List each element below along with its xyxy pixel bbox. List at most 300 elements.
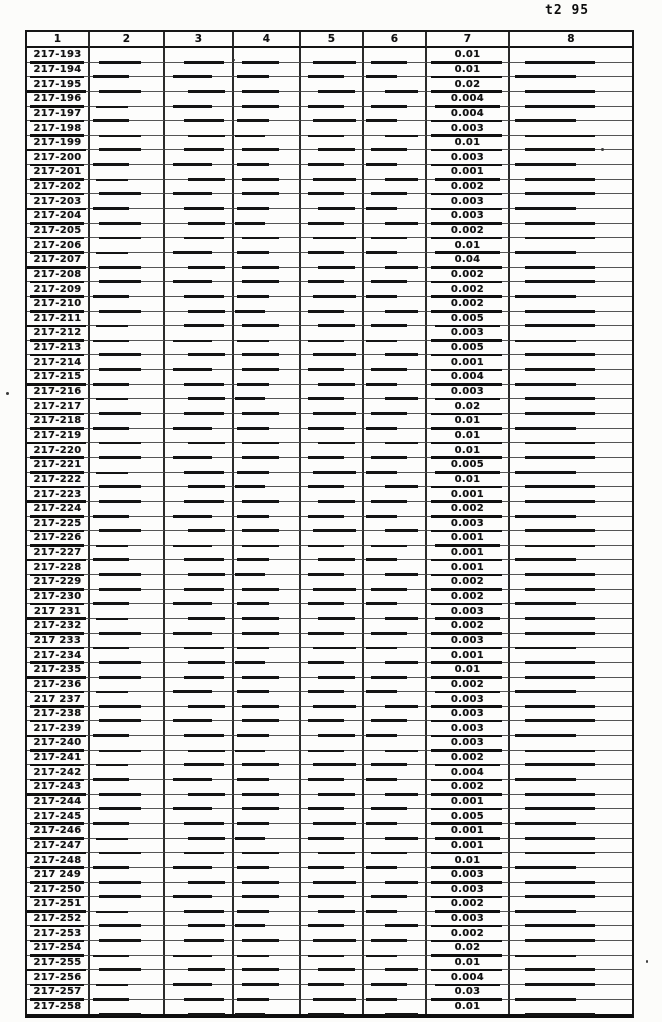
value-cell: 0.02 (427, 399, 510, 414)
empty-cell (234, 663, 301, 678)
empty-cell (234, 107, 301, 122)
table-row (27, 282, 632, 297)
value-cell: 0.003 (427, 604, 510, 619)
empty-cell (90, 546, 165, 561)
empty-cell (165, 531, 234, 546)
empty-cell (165, 985, 234, 1000)
empty-cell (165, 297, 234, 312)
empty-cell (364, 341, 427, 356)
empty-cell (364, 560, 427, 575)
empty-cell (234, 414, 301, 429)
value-cell: 0.001 (427, 355, 510, 370)
row-id-cell: 217-194 (27, 63, 90, 78)
empty-cell (301, 619, 364, 634)
empty-cell (301, 238, 364, 253)
value-cell: 0.001 (427, 487, 510, 502)
empty-cell (510, 355, 632, 370)
empty-cell (165, 399, 234, 414)
row-id-cell: 217-196 (27, 92, 90, 107)
scan-speck (6, 392, 9, 395)
empty-cell (165, 619, 234, 634)
empty-cell (364, 502, 427, 517)
table-row (27, 385, 632, 400)
empty-cell (165, 107, 234, 122)
row-id-cell: 217-239 (27, 721, 90, 736)
empty-cell (510, 180, 632, 195)
empty-cell (165, 355, 234, 370)
empty-cell (364, 209, 427, 224)
empty-cell (301, 517, 364, 532)
empty-cell (364, 282, 427, 297)
table-header-row (27, 32, 632, 48)
empty-cell (234, 48, 301, 63)
empty-cell (510, 985, 632, 1000)
empty-cell (165, 853, 234, 868)
empty-cell (165, 575, 234, 590)
value-cell: 0.003 (427, 868, 510, 883)
empty-cell (234, 180, 301, 195)
empty-cell (90, 63, 165, 78)
value-cell: 0.003 (427, 121, 510, 136)
row-id-cell: 217-215 (27, 370, 90, 385)
empty-cell (234, 780, 301, 795)
empty-cell (165, 458, 234, 473)
empty-cell (301, 692, 364, 707)
empty-cell (510, 619, 632, 634)
empty-cell (234, 941, 301, 956)
empty-cell (165, 590, 234, 605)
empty-cell (90, 604, 165, 619)
empty-cell (510, 678, 632, 693)
empty-cell (364, 487, 427, 502)
empty-cell (364, 107, 427, 122)
row-id-cell: 217-221 (27, 458, 90, 473)
empty-cell (165, 121, 234, 136)
empty-cell (301, 253, 364, 268)
table-row (27, 355, 632, 370)
row-id-cell: 217-246 (27, 824, 90, 839)
page-label: t2 95 (545, 3, 590, 18)
empty-cell (165, 736, 234, 751)
empty-cell (234, 692, 301, 707)
empty-cell (90, 897, 165, 912)
empty-cell (165, 765, 234, 780)
empty-cell (364, 897, 427, 912)
empty-cell (301, 370, 364, 385)
empty-cell (234, 970, 301, 985)
row-id-cell: 217-258 (27, 1000, 90, 1015)
row-id-cell: 217-247 (27, 839, 90, 854)
empty-cell (234, 883, 301, 898)
table-row (27, 253, 632, 268)
empty-cell (90, 956, 165, 971)
table-row (27, 531, 632, 546)
empty-cell (510, 194, 632, 209)
empty-cell (301, 165, 364, 180)
empty-cell (301, 780, 364, 795)
table-row (27, 560, 632, 575)
value-cell: 0.002 (427, 502, 510, 517)
empty-cell (90, 707, 165, 722)
empty-cell (510, 253, 632, 268)
table-row (27, 429, 632, 444)
empty-cell (90, 809, 165, 824)
empty-cell (90, 136, 165, 151)
empty-cell (234, 341, 301, 356)
empty-cell (234, 502, 301, 517)
empty-cell (165, 824, 234, 839)
empty-cell (301, 414, 364, 429)
empty-cell (90, 399, 165, 414)
empty-cell (510, 487, 632, 502)
value-cell: 0.02 (427, 941, 510, 956)
empty-cell (364, 824, 427, 839)
empty-cell (90, 473, 165, 488)
value-cell: 0.001 (427, 795, 510, 810)
empty-cell (165, 473, 234, 488)
empty-cell (364, 414, 427, 429)
empty-cell (234, 63, 301, 78)
empty-cell (301, 136, 364, 151)
empty-cell (301, 502, 364, 517)
table-row (27, 238, 632, 253)
value-cell: 0.01 (427, 1000, 510, 1015)
empty-cell (165, 282, 234, 297)
table-row (27, 341, 632, 356)
empty-cell (165, 209, 234, 224)
table-row (27, 165, 632, 180)
empty-cell (90, 765, 165, 780)
empty-cell (90, 238, 165, 253)
value-cell: 0.004 (427, 92, 510, 107)
empty-cell (510, 238, 632, 253)
empty-cell (364, 92, 427, 107)
empty-cell (510, 502, 632, 517)
empty-cell (234, 1000, 301, 1015)
empty-cell (234, 385, 301, 400)
empty-cell (364, 194, 427, 209)
empty-cell (301, 941, 364, 956)
empty-cell (364, 985, 427, 1000)
empty-cell (510, 648, 632, 663)
row-id-cell: 217-257 (27, 985, 90, 1000)
row-id-cell: 217-225 (27, 517, 90, 532)
empty-cell (165, 77, 234, 92)
empty-cell (165, 970, 234, 985)
empty-cell (90, 590, 165, 605)
empty-cell (510, 897, 632, 912)
empty-cell (510, 517, 632, 532)
empty-cell (364, 517, 427, 532)
row-id-cell: 217-199 (27, 136, 90, 151)
empty-cell (510, 1000, 632, 1015)
empty-cell (301, 824, 364, 839)
row-id-cell: 217-224 (27, 502, 90, 517)
column-header: 3 (165, 32, 234, 48)
value-cell: 0.01 (427, 663, 510, 678)
empty-cell (234, 809, 301, 824)
column-header: 5 (301, 32, 364, 48)
empty-cell (301, 121, 364, 136)
empty-cell (234, 604, 301, 619)
empty-cell (364, 458, 427, 473)
table-row (27, 209, 632, 224)
empty-cell (301, 150, 364, 165)
empty-cell (90, 780, 165, 795)
empty-cell (301, 385, 364, 400)
table-row (27, 853, 632, 868)
row-id-cell: 217-232 (27, 619, 90, 634)
value-cell: 0.002 (427, 751, 510, 766)
row-id-cell: 217-245 (27, 809, 90, 824)
row-id-cell: 217-202 (27, 180, 90, 195)
table-row (27, 224, 632, 239)
row-id-cell: 217-228 (27, 560, 90, 575)
table-row (27, 458, 632, 473)
table-row (27, 707, 632, 722)
value-cell: 0.004 (427, 970, 510, 985)
empty-cell (234, 209, 301, 224)
row-id-cell: 217-235 (27, 663, 90, 678)
empty-cell (90, 751, 165, 766)
empty-cell (364, 268, 427, 283)
empty-cell (510, 839, 632, 854)
value-cell: 0.002 (427, 780, 510, 795)
empty-cell (234, 487, 301, 502)
value-cell: 0.004 (427, 370, 510, 385)
empty-cell (90, 194, 165, 209)
empty-cell (234, 912, 301, 927)
empty-cell (364, 312, 427, 327)
empty-cell (364, 297, 427, 312)
value-cell: 0.01 (427, 63, 510, 78)
empty-cell (364, 385, 427, 400)
value-cell: 0.003 (427, 634, 510, 649)
empty-cell (364, 590, 427, 605)
table-row (27, 956, 632, 971)
empty-cell (90, 926, 165, 941)
value-cell: 0.002 (427, 678, 510, 693)
empty-cell (234, 575, 301, 590)
empty-cell (364, 165, 427, 180)
empty-cell (301, 92, 364, 107)
empty-cell (301, 868, 364, 883)
empty-cell (364, 839, 427, 854)
empty-cell (301, 312, 364, 327)
empty-cell (510, 385, 632, 400)
empty-cell (301, 883, 364, 898)
empty-cell (90, 912, 165, 927)
empty-cell (364, 180, 427, 195)
row-id-cell: 217 233 (27, 634, 90, 649)
empty-cell (165, 502, 234, 517)
table-row (27, 897, 632, 912)
empty-cell (301, 604, 364, 619)
empty-cell (234, 429, 301, 444)
table-row (27, 780, 632, 795)
empty-cell (510, 634, 632, 649)
empty-cell (234, 165, 301, 180)
empty-cell (234, 399, 301, 414)
table-row (27, 809, 632, 824)
table-row (27, 721, 632, 736)
empty-cell (165, 941, 234, 956)
empty-cell (234, 853, 301, 868)
empty-cell (234, 926, 301, 941)
table-row (27, 941, 632, 956)
empty-cell (165, 897, 234, 912)
empty-cell (510, 150, 632, 165)
row-id-cell: 217-209 (27, 282, 90, 297)
value-cell: 0.003 (427, 721, 510, 736)
row-id-cell: 217-255 (27, 956, 90, 971)
empty-cell (234, 648, 301, 663)
data-table (25, 30, 634, 1018)
value-cell: 0.003 (427, 707, 510, 722)
value-cell: 0.002 (427, 897, 510, 912)
empty-cell (165, 194, 234, 209)
empty-cell (301, 63, 364, 78)
empty-cell (165, 443, 234, 458)
row-id-cell: 217-236 (27, 678, 90, 693)
empty-cell (234, 868, 301, 883)
row-id-cell: 217-230 (27, 590, 90, 605)
empty-cell (301, 897, 364, 912)
row-id-cell: 217-210 (27, 297, 90, 312)
empty-cell (301, 1000, 364, 1015)
empty-cell (510, 780, 632, 795)
empty-cell (234, 824, 301, 839)
row-id-cell: 217-254 (27, 941, 90, 956)
value-cell: 0.02 (427, 77, 510, 92)
empty-cell (510, 824, 632, 839)
value-cell: 0.01 (427, 956, 510, 971)
empty-cell (90, 634, 165, 649)
empty-cell (90, 575, 165, 590)
empty-cell (364, 751, 427, 766)
table-row (27, 48, 632, 63)
empty-cell (90, 868, 165, 883)
value-cell: 0.005 (427, 458, 510, 473)
empty-cell (510, 956, 632, 971)
empty-cell (90, 370, 165, 385)
empty-cell (234, 678, 301, 693)
empty-cell (234, 370, 301, 385)
row-id-cell: 217-227 (27, 546, 90, 561)
row-id-cell: 217-204 (27, 209, 90, 224)
empty-cell (90, 150, 165, 165)
empty-cell (234, 253, 301, 268)
empty-cell (90, 795, 165, 810)
row-id-cell: 217-240 (27, 736, 90, 751)
value-cell: 0.002 (427, 282, 510, 297)
value-cell: 0.005 (427, 341, 510, 356)
empty-cell (364, 1000, 427, 1015)
table-row (27, 92, 632, 107)
empty-cell (301, 970, 364, 985)
empty-cell (165, 517, 234, 532)
empty-cell (510, 736, 632, 751)
empty-cell (301, 809, 364, 824)
empty-cell (301, 194, 364, 209)
empty-cell (510, 531, 632, 546)
empty-cell (364, 443, 427, 458)
empty-cell (90, 517, 165, 532)
table-row (27, 824, 632, 839)
empty-cell (165, 634, 234, 649)
empty-cell (301, 107, 364, 122)
empty-cell (364, 912, 427, 927)
table-row (27, 517, 632, 532)
empty-cell (364, 883, 427, 898)
empty-cell (90, 443, 165, 458)
empty-cell (165, 926, 234, 941)
table-row (27, 194, 632, 209)
value-cell: 0.002 (427, 224, 510, 239)
table-row (27, 443, 632, 458)
empty-cell (301, 678, 364, 693)
empty-cell (234, 897, 301, 912)
empty-cell (165, 429, 234, 444)
table-row (27, 692, 632, 707)
empty-cell (364, 121, 427, 136)
empty-cell (234, 77, 301, 92)
empty-cell (165, 839, 234, 854)
empty-cell (234, 458, 301, 473)
table-row (27, 546, 632, 561)
empty-cell (510, 414, 632, 429)
value-cell: 0.001 (427, 531, 510, 546)
empty-cell (165, 546, 234, 561)
row-id-cell: 217-244 (27, 795, 90, 810)
table-row (27, 77, 632, 92)
empty-cell (510, 282, 632, 297)
table-row (27, 985, 632, 1000)
empty-cell (90, 458, 165, 473)
table-row (27, 912, 632, 927)
value-cell: 0.004 (427, 107, 510, 122)
value-cell: 0.001 (427, 648, 510, 663)
empty-cell (510, 751, 632, 766)
empty-cell (510, 560, 632, 575)
empty-cell (364, 853, 427, 868)
value-cell: 0.003 (427, 209, 510, 224)
empty-cell (301, 531, 364, 546)
empty-cell (90, 209, 165, 224)
table-row (27, 663, 632, 678)
empty-cell (510, 941, 632, 956)
value-cell: 0.001 (427, 839, 510, 854)
empty-cell (165, 312, 234, 327)
empty-cell (234, 473, 301, 488)
empty-cell (90, 326, 165, 341)
value-cell: 0.003 (427, 517, 510, 532)
empty-cell (301, 912, 364, 927)
empty-cell (90, 121, 165, 136)
empty-cell (510, 429, 632, 444)
value-cell: 0.003 (427, 883, 510, 898)
empty-cell (165, 692, 234, 707)
value-cell: 0.001 (427, 165, 510, 180)
empty-cell (234, 268, 301, 283)
empty-cell (165, 150, 234, 165)
table-row (27, 473, 632, 488)
empty-cell (165, 370, 234, 385)
empty-cell (301, 839, 364, 854)
empty-cell (90, 839, 165, 854)
empty-cell (234, 956, 301, 971)
value-cell: 0.002 (427, 575, 510, 590)
